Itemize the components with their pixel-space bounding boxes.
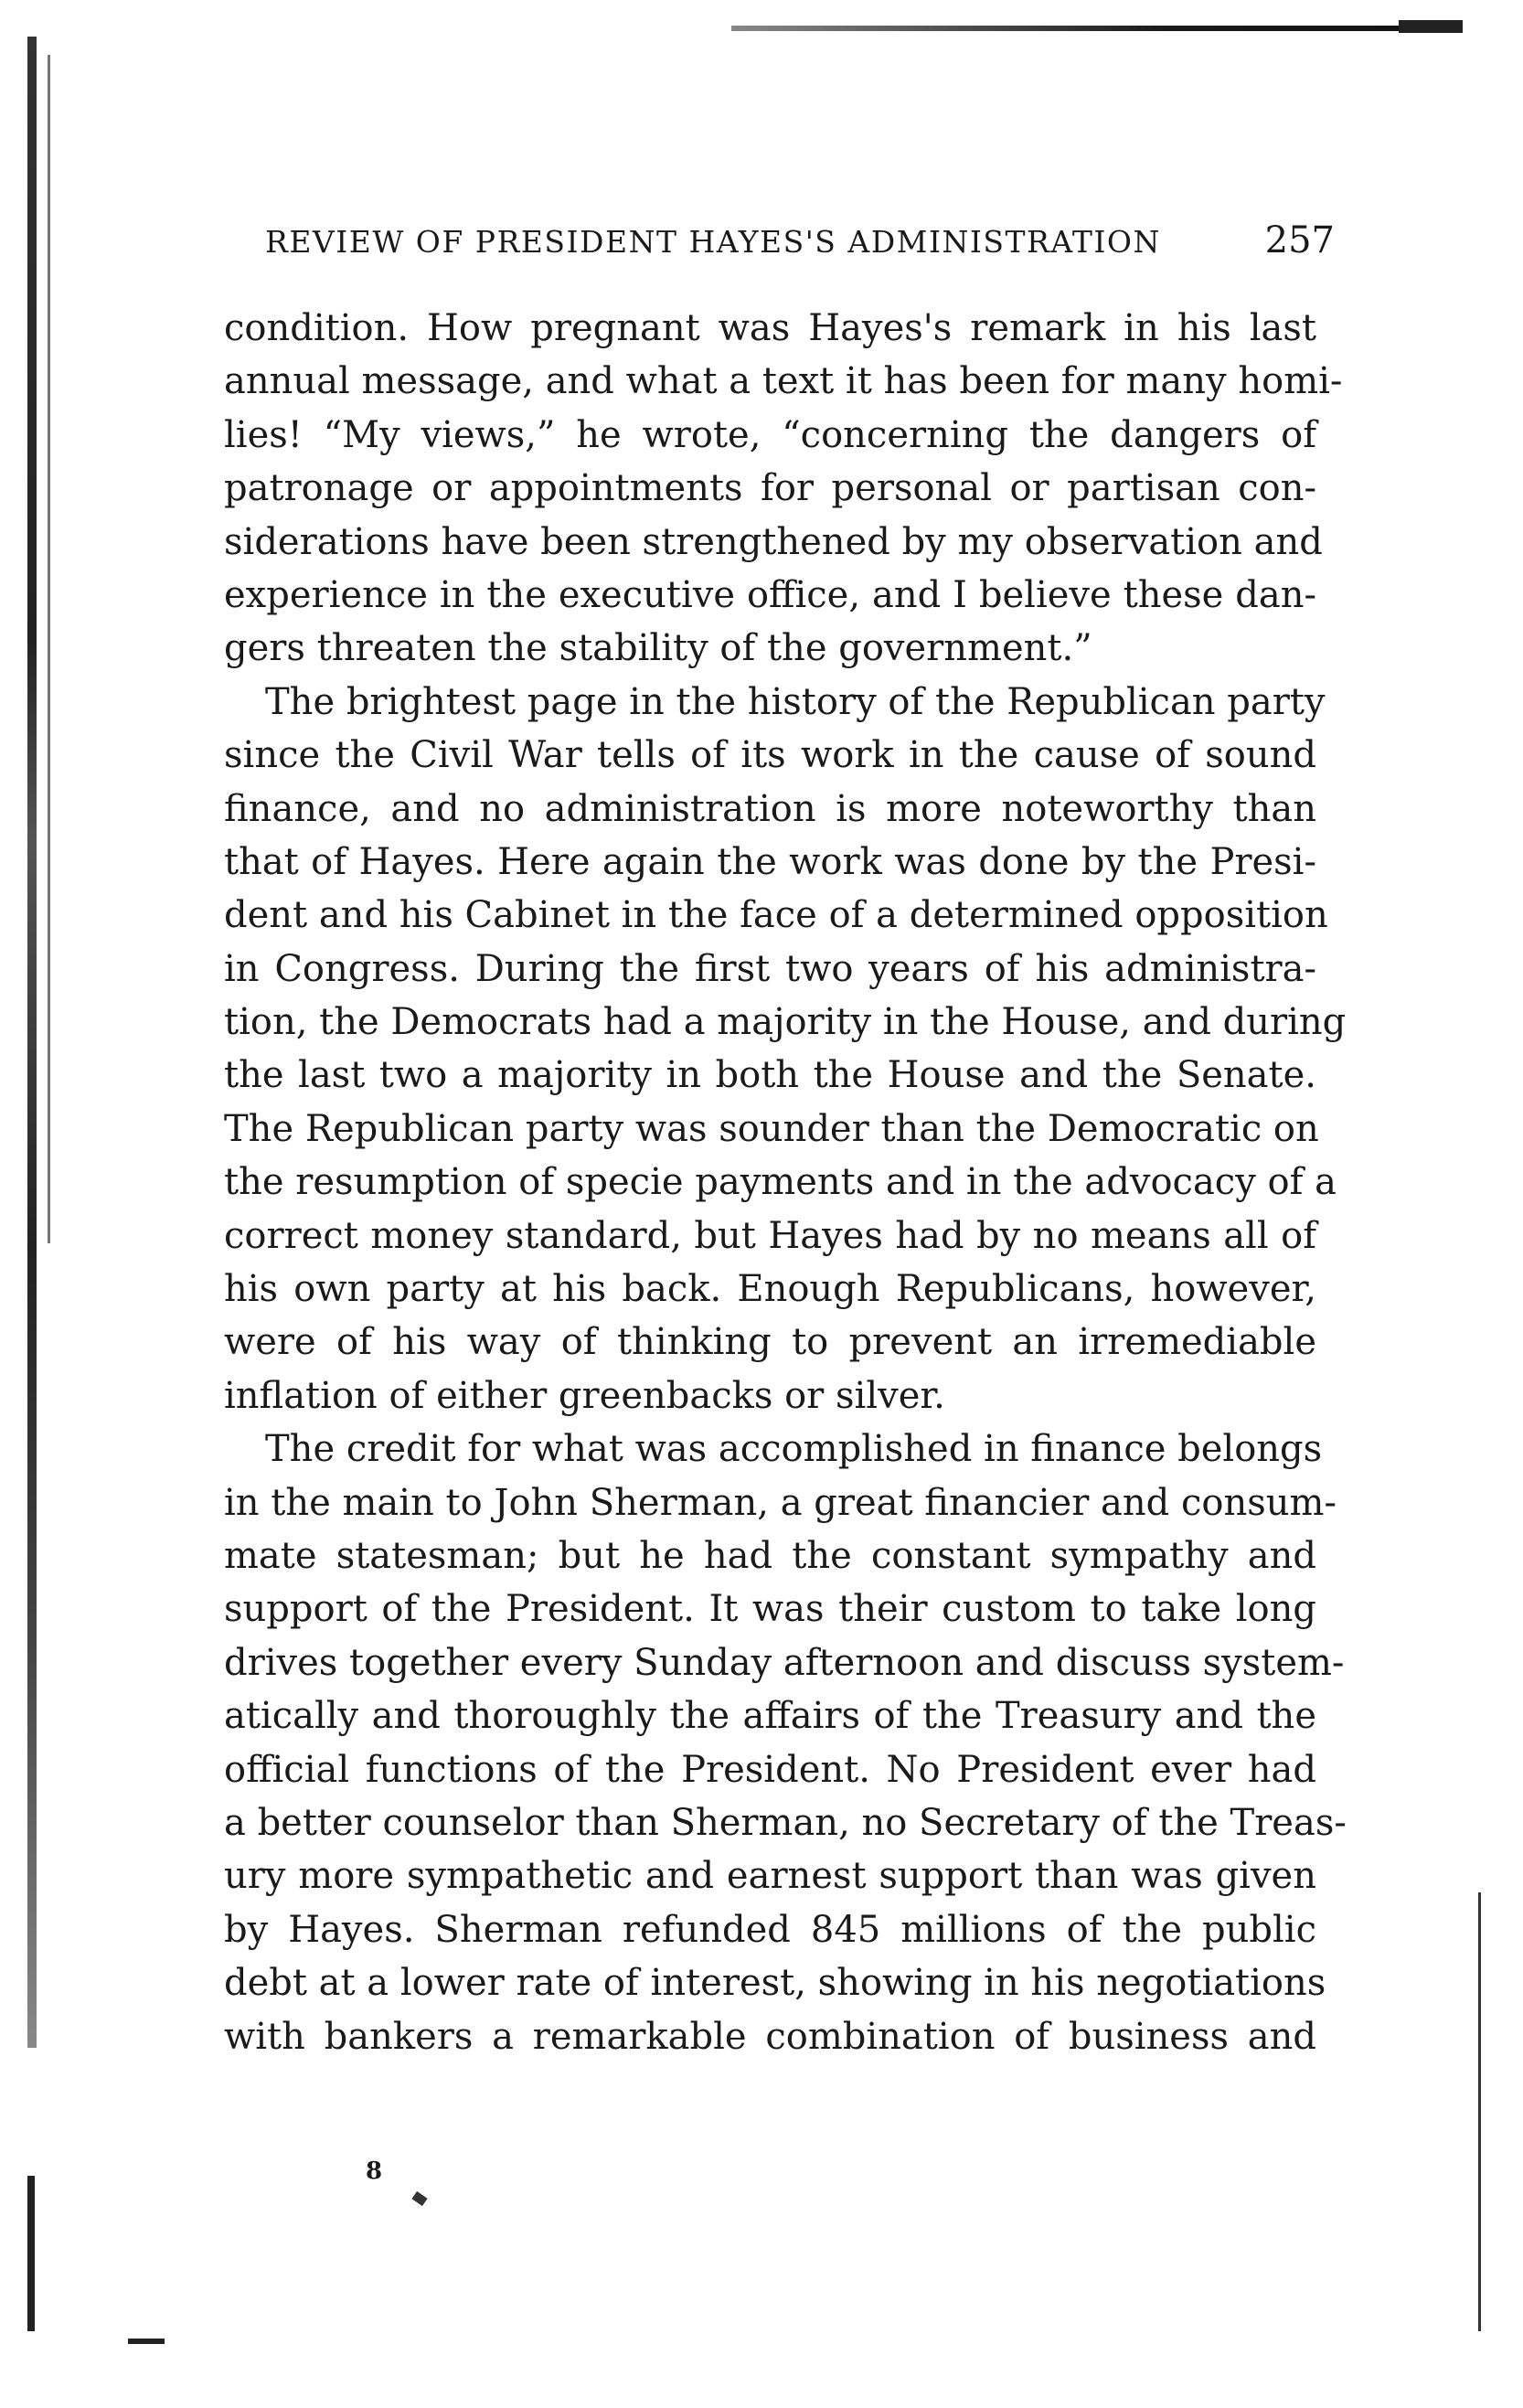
text-line: finance, and no administration is more noteworthy than: [224, 787, 1316, 830]
text-line: experience in the executive office, and I believe these dan-: [224, 573, 1316, 616]
text-line: The Republican party was sounder than the Democratic on: [224, 1107, 1319, 1150]
text-line: official functions of the President. No President ever had: [224, 1748, 1316, 1791]
running-title: REVIEW OF PRESIDENT HAYES'S ADMINISTRATION: [265, 224, 1161, 260]
text-line: drives together every Sunday afternoon and discuss system-: [224, 1641, 1345, 1684]
running-head: [265, 219, 1335, 265]
scan-left-edge: [27, 37, 37, 2048]
text-line: mate statesman; but he had the constant sympathy and: [224, 1534, 1316, 1577]
scan-right-edge: [1478, 1892, 1481, 2331]
text-line: since the Civil War tells of its work in the cause of sound: [224, 734, 1316, 777]
text-line: in the main to John Sherman, a great financier and consum-: [224, 1481, 1337, 1524]
text-line: support of the President. It was their custom to take long: [224, 1588, 1316, 1631]
text-line: atically and thoroughly the affairs of the Treasury and the: [224, 1695, 1316, 1738]
text-line: siderations have been strengthened by my observation and: [224, 520, 1323, 563]
text-line: tion, the Democrats had a majority in the House, and during: [224, 1001, 1347, 1044]
text-line: by Hayes. Sherman refunded 845 millions of the public: [224, 1908, 1316, 1951]
text-line: a better counselor than Sherman, no Secretary of the Treas-: [224, 1801, 1347, 1844]
text-line: the resumption of specie payments and in the advocacy of a: [224, 1161, 1337, 1204]
scan-top-rule-mark: [1399, 20, 1463, 33]
text-line: annual message, and what a text it has been for many homi-: [224, 360, 1343, 403]
text-line: inflation of either greenbacks or silver.: [224, 1374, 945, 1417]
scan-speck: [411, 2191, 427, 2206]
text-line: patronage or appointments for personal or partisan con-: [224, 467, 1316, 510]
paragraph-start: The brightest page in the history of the Republican party: [265, 680, 1326, 723]
text-line: debt at a lower rate of interest, showing in his negotiations: [224, 1962, 1326, 2005]
paragraph-start: The credit for what was accomplished in finance belongs: [265, 1428, 1323, 1471]
text-line: his own party at his back. Enough Republicans, however,: [224, 1268, 1316, 1311]
text-line: the last two a majority in both the House and the Senate.: [224, 1054, 1316, 1097]
text-line: gers threaten the stability of the government.”: [224, 627, 1092, 670]
text-line: condition. How pregnant was Hayes's remark in his last: [224, 307, 1316, 349]
scan-top-rule: [731, 26, 1454, 31]
text-line: that of Hayes. Here again the work was done by the Presi-: [224, 840, 1316, 883]
scan-left-edge-low: [27, 2176, 35, 2331]
text-line: in Congress. During the first two years of his administra-: [224, 947, 1316, 990]
page-number: 257: [1264, 219, 1335, 261]
text-line: correct money standard, but Hayes had by no means all of: [224, 1214, 1316, 1257]
text-line: with bankers a remarkable combination of business and: [224, 2015, 1316, 2058]
text-line: dent and his Cabinet in the face of a determined opposition: [224, 894, 1328, 937]
text-line: were of his way of thinking to prevent an irremediable: [224, 1321, 1316, 1364]
body-text: [224, 302, 1347, 2063]
text-line: ury more sympathetic and earnest support than was given: [224, 1855, 1316, 1898]
scan-bottom-dash: [128, 2339, 165, 2344]
text-line: lies! “My views,” he wrote, “concerning the dangers of: [224, 413, 1316, 456]
signature-mark: 8: [366, 2158, 383, 2185]
scan-left-edge-thin: [48, 55, 50, 1243]
